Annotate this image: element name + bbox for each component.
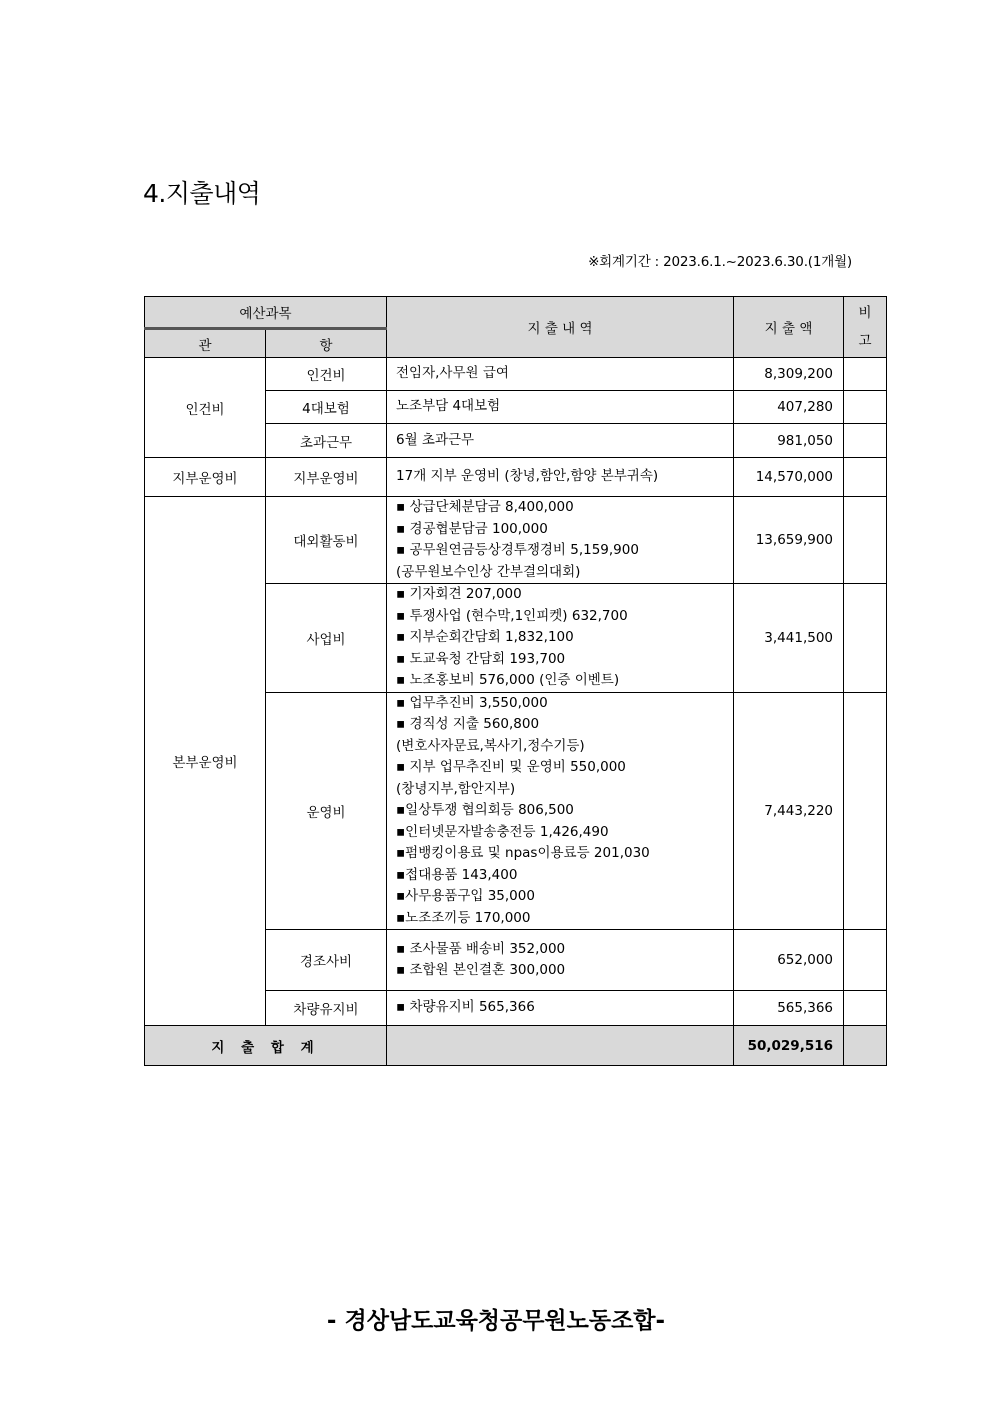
detail-line: ▪ 상급단체분담금 8,400,000 (396, 499, 574, 515)
note-cell (844, 458, 887, 497)
detail-cell (387, 991, 734, 1026)
detail-line: ▪ 지부순회간담회 1,832,100 (396, 629, 574, 645)
header-note (844, 297, 887, 358)
detail-line: ▪ 차량유지비 565,366 (396, 999, 535, 1016)
note-cell (844, 424, 887, 458)
expenditure-table (144, 296, 887, 1066)
amount-cell: 14,570,000 (734, 458, 844, 497)
total-label: 지 출 합 계 (145, 1026, 387, 1066)
total-note-cell (844, 1026, 887, 1066)
detail-line: ▪사무용품구입 35,000 (396, 888, 535, 904)
hang-cell: 사업비 (266, 584, 387, 693)
note-cell (844, 692, 887, 930)
detail-line: ▪ 기자회견 207,000 (396, 586, 522, 602)
total-detail-cell (387, 1026, 734, 1066)
detail-cell: 노조부담 4대보험 (387, 391, 734, 424)
hang-cell: 운영비 (266, 692, 387, 930)
total-amount: 50,029,516 (734, 1026, 844, 1066)
detail-line: (창녕지부,함안지부) (396, 780, 516, 797)
header-note-line2: 고 (858, 333, 872, 349)
gwan-cell: 지부운영비 (145, 458, 266, 497)
amount-cell: 3,441,500 (734, 584, 844, 693)
detail-line: ▪노조조끼등 170,000 (396, 909, 531, 926)
gwan-cell: 본부운영비 (145, 497, 266, 1026)
page-title: 4.지출내역 (143, 179, 261, 208)
amount-cell: 981,050 (734, 424, 844, 458)
detail-line: ▪펌뱅킹이용료 및 npas이용료등 201,030 (396, 845, 650, 861)
detail-line: ▪접대용품 143,400 (396, 866, 518, 883)
amount-cell: 407,280 (734, 391, 844, 424)
detail-line: ▪ 공무원연금등상경투쟁경비 5,159,900 (396, 542, 639, 558)
note-cell (844, 584, 887, 693)
hang-cell: 대외활동비 (266, 497, 387, 584)
amount-cell: 13,659,900 (734, 497, 844, 584)
detail-line: ▪인터넷문자발송충전등 1,426,490 (396, 823, 609, 840)
hang-cell: 초과근무 (266, 424, 387, 458)
detail-line: ▪ 노조홍보비 576,000 (인증 이벤트) (396, 672, 620, 688)
detail-line: ▪ 투쟁사업 (현수막,1인피켓) 632,700 (396, 607, 628, 624)
detail-line: ▪일상투쟁 협의회등 806,500 (396, 802, 574, 818)
hang-cell: 차량유지비 (266, 991, 387, 1026)
detail-line: ▪ 경공협분담금 100,000 (396, 520, 548, 537)
amount-cell: 652,000 (734, 930, 844, 991)
detail-line: ▪ 경직성 지출 560,800 (396, 716, 540, 732)
detail-line: ▪ 업무추진비 3,550,000 (396, 694, 548, 711)
header-budget-item: 예산과목 (145, 297, 387, 329)
accounting-period: ※회계기간 : 2023.6.1.~2023.6.30.(1개월) (588, 254, 852, 270)
hang-cell: 경조사비 (266, 930, 387, 991)
detail-cell: 전임자,사무원 급여 (387, 358, 734, 391)
header-amount: 지 출 액 (734, 297, 844, 358)
detail-line: (공무원보수인상 간부결의대회) (396, 563, 581, 580)
detail-line: ▪ 조사물품 배송비 352,000 (396, 940, 566, 957)
amount-cell: 7,443,220 (734, 692, 844, 930)
header-note-line1: 비 (858, 305, 872, 321)
detail-cell (387, 692, 734, 930)
header-detail: 지 출 내 역 (387, 297, 734, 358)
note-cell (844, 391, 887, 424)
detail-line: (변호사자문료,복사기,정수기등) (396, 737, 585, 754)
note-cell (844, 497, 887, 584)
amount-cell: 8,309,200 (734, 358, 844, 391)
gwan-cell: 인건비 (145, 358, 266, 458)
table-row (145, 458, 887, 497)
header-hang: 항 (266, 329, 387, 358)
detail-cell: 17개 지부 운영비 (창녕,함안,함양 본부귀속) (387, 458, 734, 497)
detail-cell (387, 497, 734, 584)
table-row (145, 497, 887, 584)
amount-cell: 565,366 (734, 991, 844, 1026)
detail-line: ▪ 도교육청 간담회 193,700 (396, 650, 566, 667)
total-row (145, 1026, 887, 1066)
organization-footer: - 경상남도교육청공무원노동조합- (326, 1308, 666, 1334)
table-row (145, 358, 887, 391)
detail-line: ▪ 조합원 본인결혼 300,000 (396, 962, 566, 978)
detail-cell (387, 930, 734, 991)
note-cell (844, 930, 887, 991)
detail-line: ▪ 지부 업무추진비 및 운영비 550,000 (396, 759, 626, 775)
detail-cell (387, 584, 734, 693)
detail-cell: 6월 초과근무 (387, 424, 734, 458)
hang-cell: 인건비 (266, 358, 387, 391)
hang-cell: 지부운영비 (266, 458, 387, 497)
hang-cell: 4대보험 (266, 391, 387, 424)
note-cell (844, 358, 887, 391)
note-cell (844, 991, 887, 1026)
header-gwan: 관 (145, 329, 266, 358)
